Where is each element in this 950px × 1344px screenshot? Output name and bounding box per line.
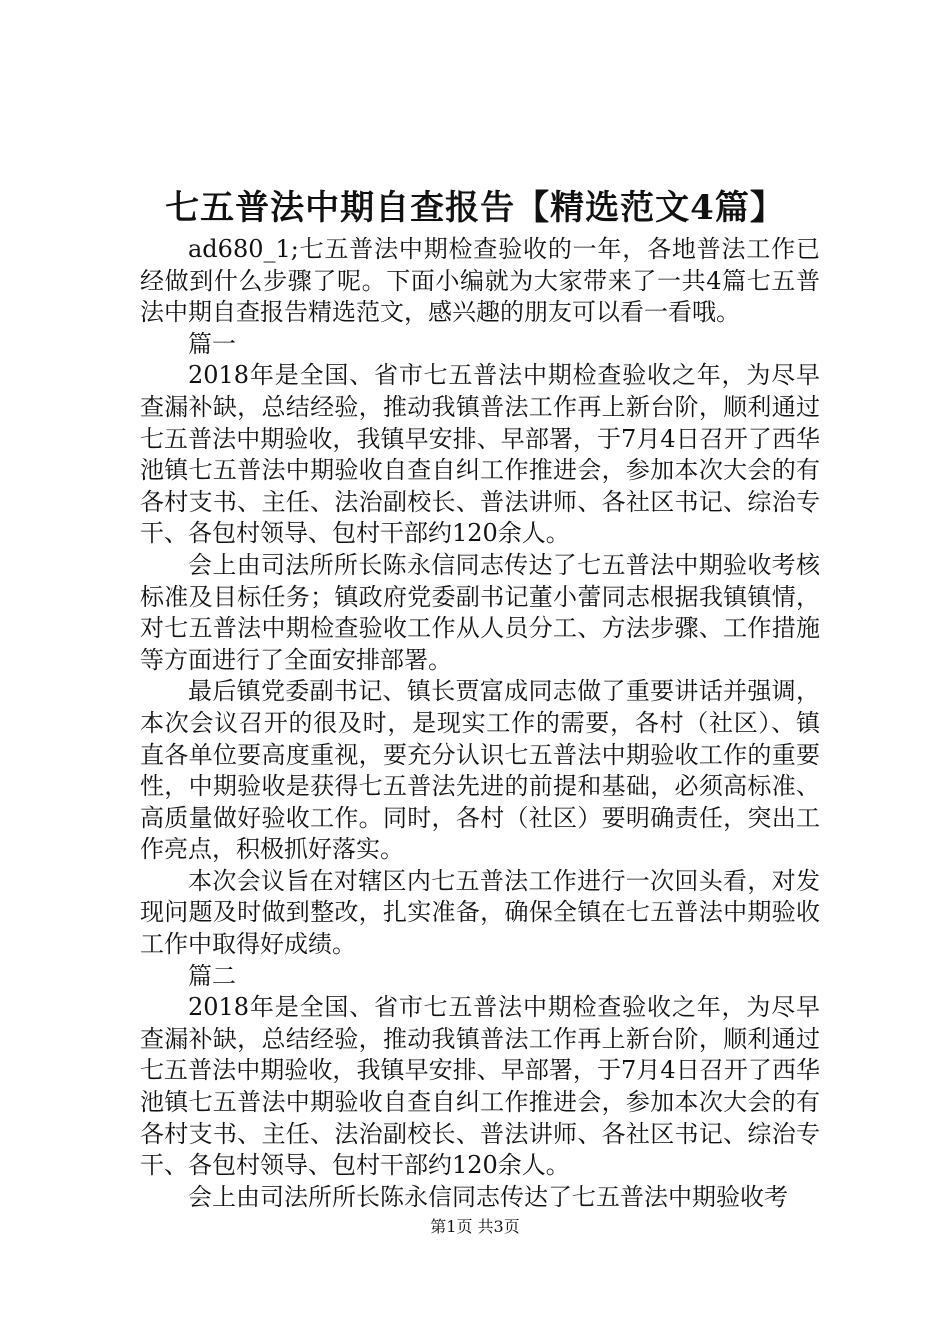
page-footer: 第1页 共3页 xyxy=(430,1217,520,1236)
section-1 xyxy=(140,329,820,961)
paragraph: 最后镇党委副书记、镇长贾富成同志做了重要讲话并强调，本次会议召开的很及时，是现实工作的需要，各村（社区）、镇直各单位要高度重视，要充分认识七五普法中期验收工作的重要性，中期验收是获得七五普法先进的前提和基础，必须高标准、高质量做好验收工作。同时，各村（社区）要明确责任，突出工作亮点，积极抓好落实。 xyxy=(140,677,820,864)
section-heading: 篇二 xyxy=(188,961,236,990)
document-body xyxy=(140,234,820,1213)
paragraph: 2018年是全国、省市七五普法中期检查验收之年，为尽早查漏补缺，总结经验，推动我镇普法工作再上新台阶，顺利通过七五普法中期验收，我镇早安排、早部署，于7月4日召开了西华池镇七五普法中期验收自查自纠工作推进会，参加本次大会的有各村支书、主任、法治副校长、普法讲师、各社区书记、综治专干、各包村领导、包村干部约120余人。 xyxy=(140,993,820,1180)
paragraph: 本次会议旨在对辖区内七五普法工作进行一次回头看，对发现问题及时做到整改，扎实准备，确保全镇在七五普法中期验收工作中取得好成绩。 xyxy=(140,866,820,959)
paragraph: 会上由司法所所长陈永信同志传达了七五普法中期验收考核标准及目标任务；镇政府党委副书记董小蕾同志根据我镇镇情，对七五普法中期检查验收工作从人员分工、方法步骤、工作措施等方面进行了全面安排部署。 xyxy=(140,550,820,674)
paragraph: 会上由司法所所长陈永信同志传达了七五普法中期验收考 xyxy=(188,1182,788,1211)
document-title: 七五普法中期自查报告【精选范文4篇】 xyxy=(165,188,785,228)
paragraph: 2018年是全国、省市七五普法中期检查验收之年，为尽早查漏补缺，总结经验，推动我镇普法工作再上新台阶，顺利通过七五普法中期验收，我镇早安排、早部署，于7月4日召开了西华池镇七五普法中期验收自查自纠工作推进会，参加本次大会的有各村支书、主任、法治副校长、普法讲师、各社区书记、综治专干、各包村领导、包村干部约120余人。 xyxy=(140,361,820,548)
section-2 xyxy=(140,961,820,1214)
section-heading: 篇一 xyxy=(188,329,236,358)
intro-paragraph: ad680_1;七五普法中期检查验收的一年，各地普法工作已经做到什么步骤了呢。下面小编就为大家带来了一共4篇七五普法中期自查报告精选范文，感兴趣的朋友可以看一看哦。 xyxy=(140,235,820,327)
